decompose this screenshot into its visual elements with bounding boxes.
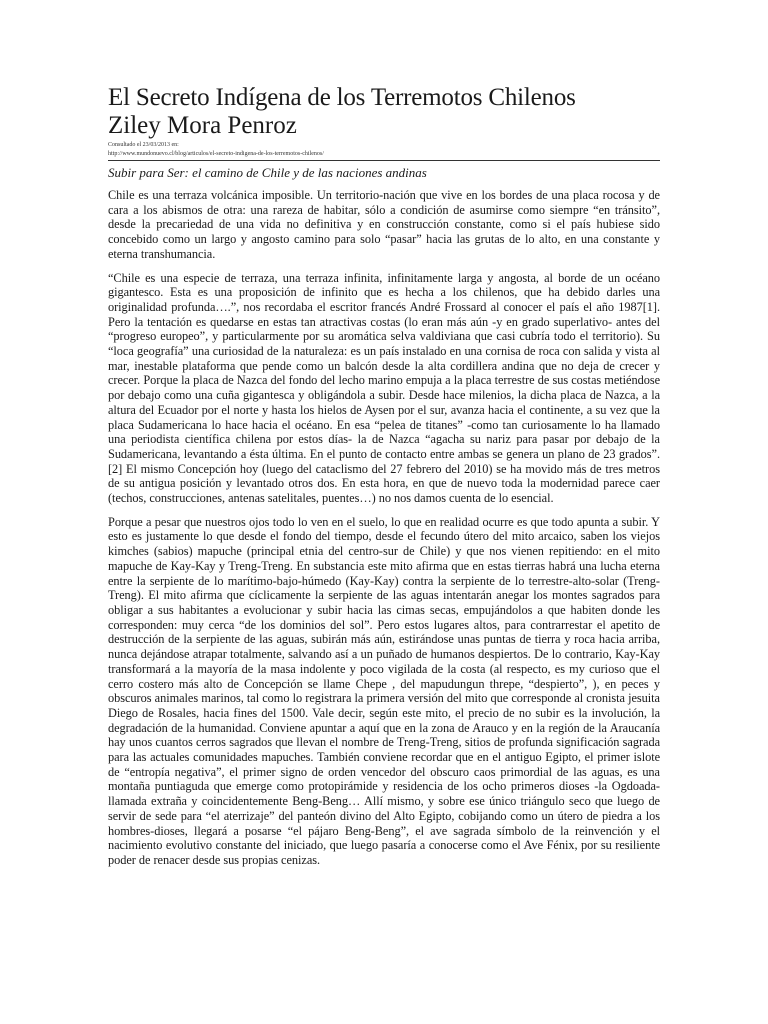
document-subtitle: Subir para Ser: el camino de Chile y de las naciones andinas — [108, 165, 427, 180]
paragraph-2: “Chile es una especie de terraza, una terraza infinita, infinitamente larga y angosta, al borde de un océano gigantesco. Esta es una proposición de infinito que es hecha a los chilenos, que ha debido darles una originalidad profunda….”, nos recordaba el escritor francés André Frossard al conocer el país el año 1987[1]. Pero la tentación es quedarse en estas tan atractivas costas (lo eran más aún -y en grado superlativo- antes del “progreso europeo”, y particularmente por su aromática selva valdiviana que casi cubría todo el territorio). Su “loca geografía” una curiosidad de la naturaleza: es un país instalado en una cornisa de roca con salida y vista al mar, inestable plataforma que pende como un balcón desde la alta cordillera andina que no deja de crecer y crecer. Porque la placa de Nazca del fondo del lecho marino empuja a la placa terrestre de sus costas metiéndose por debajo como una cuña gigantesca y obligándola a subir. Desde hace milenios, la dicha placa de Nazca, a la altura del Ecuador por el norte y hasta los hielos de Aysen por el sur, avanza hacia el continente, a su vez que la placa Sudamericana lo hace hacia el océano. En esa “pelea de titanes” -como tan curiosamente lo ha llamado una periodista científica chilena por estos días- la de Nazca “agacha su nariz para pasar por debajo de la Sudamericana, levantando a ésta última. En el punto de contacto entre ambas se genera un plano de 23 grados”.[2] El mismo Concepción hoy (luego del cataclismo del 27 febrero del 2010) se ha movido más de tres metros de su antigua posición y levantado otros dos. En esta hora, en que de nuevo toda la modernidad parece caer (techos, construcciones, antenas satelitales, puentes…) no nos damos cuenta de lo esencial. — [108, 270, 660, 506]
paragraph-3: Porque a pesar que nuestros ojos todo lo ven en el suelo, lo que en realidad ocurre es que todo apunta a subir. Y esto es justamente lo que desde el fondo del tiempo, desde el fecundo útero del mito arcaico, saben los viejos kimches (sabios) mapuche (principal etnia del centro-sur de Chile) y que nos vienen repitiendo: en el mito mapuche de Kay-Kay y Treng-Treng. En substancia este mito afirma que en estas tierras habrá una lucha eterna entre la serpiente de lo marítimo-bajo-húmedo (Kay-Kay) contra la serpiente de lo terrestre-alto-solar (Treng-Treng). El mito afirma que cíclicamente la serpiente de las aguas intentarán anegar los montes sagrados para obligar a sus habitantes a evolucionar y subir hacia las cimas secas, empujándolos a que habiten donde les corresponden: muy cerca “de los dominios del sol”. Pero estos lugares altos, para contrarrestar el apetito de destrucción de la serpiente de las aguas, subirán más aún, estirándose unas puntas de tierra y roca hacia arriba, nunca dejándose atrapar totalmente, salvando así a un puñado de humanos despiertos. De lo contrario, Kay-Kay transformará a la mayoría de la masa indolente y poco vigilada de la costa (al respecto, es my curioso que el cerro costero más alto de Concepción se llame Chepe , del mapudungun threpe, “despierto”, ), en peces y obscuros animales marinos, tal como lo registrara la primera versión del mito que corresponde al cronista jesuita Diego de Rosales, hacia fines del 1500. Vale decir, según este mito, el precio de no subir es la involución, la degradación de la humanidad. Conviene apuntar a aquí que en la zona de Arauco y en la región de la Araucanía hay unos cuantos cerros sagrados que llevan el nombre de Treng-Treng, sitios de profunda significación sagrada para las actuales comunidades mapuches. También conviene recordar que en el antiguo Egipto, el primer islote de “entropía negativa”, el primer signo de orden vencedor del obscuro caos primordial de las aguas, es una montaña puntiaguda que emerge como protopirámide y residencia de los ocho primeros dioses -la Ogdoada- llamada extraña y coincidentemente Beng-Beng… Allí mismo, y sobre ese único triángulo seco que luego de servir de sede para “el aterrizaje” del panteón divino del Alto Egipto, cobijando como un útero de piedra a los hombres-dioses, llegará a posarse “el pájaro Beng-Beng”, el ave sagrada símbolo de la reinvención y el nacimiento evolutivo constante del iniciado, que luego pasaría a conocerse como el Ave Fénix, por su resiliente poder de renacer desde sus propias cenizas. — [108, 514, 660, 867]
consulted-note: Consultado el 23/03/2013 en: — [108, 142, 179, 148]
paragraph-1: Chile es una terraza volcánica imposible. Un territorio-nación que vive en los bordes de una placa rocosa y de cara a los abismos de otra: una rareza de habitar, sólo a condición de asumirse como siempre “en tránsito”, desde la precariedad de una vida no definitiva y en construcción constante, como si el país hubiese sido concebido como un largo y angosto camino para solo “pasar” hacia las grutas de lo alto, en una constante y eterna transhumancia. — [108, 188, 660, 261]
document-content — [108, 83, 660, 877]
document-author: Ziley Mora Penroz — [108, 112, 297, 139]
header-divider — [108, 160, 660, 161]
document-title: El Secreto Indígena de los Terremotos Chilenos — [108, 84, 576, 111]
source-url: http://www.mundonuevo.cl/blog/articulos/el-secreto-indigena-de-los-terremotos-chilenos/ — [108, 151, 324, 157]
